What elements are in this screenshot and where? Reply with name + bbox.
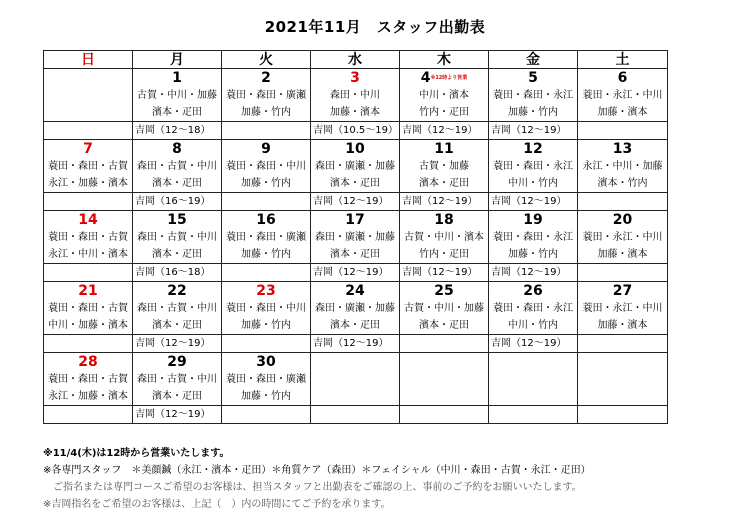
week-1-date-number-row: [44, 69, 668, 88]
day-cell-date-number: [222, 282, 311, 301]
weekday-wed: 水: [311, 51, 400, 69]
day-cell-staff-line-1: [400, 371, 489, 388]
day-cell-staff-line-2: 濱本・疋田: [311, 317, 400, 335]
day-cell-staff-line-1: 森田・廣瀬・加藤: [311, 300, 400, 317]
week-4-staff-line-1-row: [44, 300, 668, 317]
week-5-staff-line-1-row: [44, 371, 668, 388]
day-cell-date-number: [311, 282, 400, 301]
day-cell-date-number: [133, 69, 222, 88]
day-cell-staff-line-2: 濱本・竹内: [578, 175, 668, 193]
day-cell-yoshioka-time: [44, 122, 133, 140]
opening-note: ※12時より営業: [430, 75, 468, 81]
day-cell-staff-line-1: 森田・古賀・中川: [133, 158, 222, 175]
date-number: 4: [420, 70, 431, 86]
day-cell-yoshioka-time: [400, 406, 489, 424]
day-cell-date-number: [44, 211, 133, 230]
day-cell-yoshioka-time: 吉岡（16～18）: [133, 264, 222, 282]
day-cell-staff-line-1: 森田・中川: [311, 87, 400, 104]
day-cell-date-number: [133, 353, 222, 372]
day-cell-staff-line-2: 濱本・疋田: [133, 388, 222, 406]
day-cell-yoshioka-time: [578, 335, 668, 353]
date-number: 8: [172, 141, 182, 157]
date-number: 13: [612, 141, 633, 157]
day-cell-date-number: [400, 69, 489, 88]
day-cell-date-number: [489, 69, 578, 88]
day-cell-yoshioka-time: 吉岡（12～19）: [400, 193, 489, 211]
page-title: 2021年11月 スタッフ出勤表: [264, 18, 486, 36]
day-cell-staff-line-1: 森田・廣瀬・加藤: [311, 158, 400, 175]
day-cell-date-number: [311, 69, 400, 88]
day-cell-date-number: [133, 211, 222, 230]
day-cell-staff-line-1: 永江・中川・加藤: [578, 158, 668, 175]
day-cell-staff-line-2: [311, 388, 400, 406]
day-cell-staff-line-1: 蓑田・永江・中川: [578, 87, 668, 104]
day-cell-date-number: [133, 140, 222, 159]
day-cell-yoshioka-time: 吉岡（10.5～19）: [311, 122, 400, 140]
date-number: 11: [434, 141, 454, 157]
date-number: 3: [350, 70, 360, 86]
day-cell-yoshioka-time: 吉岡（12～19）: [133, 335, 222, 353]
day-cell-staff-line-1: 蓑田・森田・永江: [489, 229, 578, 246]
week-5-date-number-row: [44, 353, 668, 372]
day-cell-staff-line-2: 加藤・濱本: [578, 317, 668, 335]
week-4-staff-line-2-row: [44, 317, 668, 335]
day-cell-staff-line-2: 永江・中川・濱本: [44, 246, 133, 264]
day-cell-staff-line-1: 中川・濱本: [400, 87, 489, 104]
day-cell-date-number: [44, 140, 133, 159]
day-cell-yoshioka-time: [578, 193, 668, 211]
day-cell-yoshioka-time: 吉岡（12～19）: [489, 193, 578, 211]
day-cell-staff-line-2: 竹内・疋田: [400, 246, 489, 264]
date-number: 5: [528, 70, 538, 86]
day-cell-staff-line-1: 蓑田・森田・古賀: [44, 229, 133, 246]
date-number: 26: [523, 283, 543, 299]
weekday-sat: 土: [578, 51, 668, 69]
week-2-date-number-row: [44, 140, 668, 159]
day-cell-yoshioka-time: [44, 264, 133, 282]
day-cell-staff-line-1: 森田・廣瀬・加藤: [311, 229, 400, 246]
day-cell-staff-line-1: 蓑田・森田・古賀: [44, 158, 133, 175]
date-number: 16: [256, 212, 276, 228]
day-cell-yoshioka-time: [400, 335, 489, 353]
day-cell-staff-line-2: 加藤・竹内: [222, 317, 311, 335]
day-cell-yoshioka-time: 吉岡（12～19）: [400, 122, 489, 140]
day-cell-staff-line-1: 森田・古賀・中川: [133, 300, 222, 317]
date-number: 9: [261, 141, 271, 157]
day-cell-yoshioka-time: [578, 264, 668, 282]
date-number: 27: [612, 283, 633, 299]
week-5-yoshioka-time-row: [44, 406, 668, 424]
day-cell-date-number: [311, 211, 400, 230]
note-opening-time: ※11/4(木)は12時から営業いたします。: [43, 448, 230, 459]
note-yoshioka-hours: ※吉岡指名をご希望のお客様は、上記（ ）内の時間にてご予約を承ります。: [43, 499, 391, 510]
day-cell-date-number: [44, 353, 133, 372]
date-number: 29: [167, 354, 187, 370]
day-cell-staff-line-1: 蓑田・森田・古賀: [44, 371, 133, 388]
day-cell-date-number: [311, 353, 400, 372]
date-number: 12: [523, 141, 543, 157]
date-number: 6: [617, 70, 628, 86]
day-cell-staff-line-1: 古賀・加藤: [400, 158, 489, 175]
day-cell-date-number: [44, 69, 133, 88]
day-cell-staff-line-2: 加藤・濱本: [578, 246, 668, 264]
day-cell-staff-line-1: 蓑田・森田・廣瀬: [222, 87, 311, 104]
day-cell-staff-line-2: 加藤・竹内: [222, 246, 311, 264]
date-number: 7: [83, 141, 93, 157]
day-cell-date-number: [133, 282, 222, 301]
day-cell-staff-line-2: [44, 104, 133, 122]
date-number: 25: [434, 283, 454, 299]
day-cell-yoshioka-time: [44, 406, 133, 424]
day-cell-yoshioka-time: 吉岡（12～19）: [133, 406, 222, 424]
day-cell-date-number: [222, 140, 311, 159]
date-number: 14: [78, 212, 98, 228]
weekday-thu: 木: [400, 51, 489, 69]
date-number: 20: [612, 212, 633, 228]
day-cell-date-number: [44, 282, 133, 301]
date-number: 21: [78, 283, 98, 299]
day-cell-yoshioka-time: [311, 406, 400, 424]
note-specialist-staff: ※各専門スタッフ ＊美顔鍼（永江・濱本・疋田）＊角質ケア（森田）＊フェイシャル（中川・森田・古賀・永江・疋田）: [43, 465, 591, 476]
day-cell-date-number: [578, 353, 668, 372]
week-3-staff-line-1-row: [44, 229, 668, 246]
day-cell-yoshioka-time: 吉岡（12～18）: [133, 122, 222, 140]
week-3-date-number-row: [44, 211, 668, 230]
day-cell-yoshioka-time: [222, 406, 311, 424]
day-cell-date-number: [400, 353, 489, 372]
week-2-staff-line-2-row: [44, 175, 668, 193]
day-cell-staff-line-1: 蓑田・森田・廣瀬: [222, 371, 311, 388]
day-cell-yoshioka-time: 吉岡（12～19）: [489, 122, 578, 140]
day-cell-date-number: [400, 211, 489, 230]
day-cell-yoshioka-time: [222, 335, 311, 353]
day-cell-yoshioka-time: 吉岡（12～19）: [489, 335, 578, 353]
day-cell-staff-line-2: 永江・加藤・濱本: [44, 388, 133, 406]
day-cell-staff-line-2: 竹内・疋田: [400, 104, 489, 122]
day-cell-date-number: [400, 140, 489, 159]
day-cell-yoshioka-time: [222, 193, 311, 211]
day-cell-staff-line-2: 加藤・竹内: [489, 246, 578, 264]
day-cell-yoshioka-time: 吉岡（16～19）: [133, 193, 222, 211]
day-cell-date-number: [222, 211, 311, 230]
day-cell-staff-line-2: 濱本・疋田: [133, 317, 222, 335]
day-cell-staff-line-2: 濱本・疋田: [133, 246, 222, 264]
day-cell-staff-line-2: 濱本・疋田: [400, 175, 489, 193]
day-cell-staff-line-1: [578, 371, 668, 388]
day-cell-staff-line-2: 永江・加藤・濱本: [44, 175, 133, 193]
day-cell-staff-line-1: 古賀・中川・加藤: [400, 300, 489, 317]
day-cell-staff-line-2: 加藤・竹内: [222, 175, 311, 193]
weekday-sun: 日: [44, 51, 133, 69]
week-1-yoshioka-time-row: [44, 122, 668, 140]
day-cell-yoshioka-time: [44, 335, 133, 353]
date-number: 19: [523, 212, 543, 228]
day-cell-staff-line-1: 古賀・中川・濱本: [400, 229, 489, 246]
day-cell-staff-line-2: [578, 388, 668, 406]
day-cell-staff-line-2: 加藤・濱本: [578, 104, 668, 122]
day-cell-yoshioka-time: 吉岡（12～19）: [311, 335, 400, 353]
day-cell-date-number: [222, 69, 311, 88]
day-cell-staff-line-1: 蓑田・森田・永江: [489, 300, 578, 317]
day-cell-staff-line-1: 森田・古賀・中川: [133, 371, 222, 388]
day-cell-date-number: [489, 211, 578, 230]
weekday-header-row: [44, 51, 668, 69]
day-cell-date-number: [222, 353, 311, 372]
day-cell-date-number: [489, 282, 578, 301]
day-cell-yoshioka-time: 吉岡（12～19）: [311, 193, 400, 211]
day-cell-staff-line-2: 加藤・竹内: [222, 104, 311, 122]
date-number: 28: [78, 354, 98, 370]
week-1-staff-line-1-row: [44, 87, 668, 104]
week-4-date-number-row: [44, 282, 668, 301]
day-cell-yoshioka-time: [44, 193, 133, 211]
date-number: 22: [167, 283, 187, 299]
day-cell-staff-line-2: 加藤・濱本: [311, 104, 400, 122]
notes: [43, 445, 591, 513]
day-cell-staff-line-2: 加藤・竹内: [489, 104, 578, 122]
day-cell-yoshioka-time: 吉岡（12～19）: [311, 264, 400, 282]
day-cell-date-number: [578, 140, 668, 159]
day-cell-staff-line-2: 中川・竹内: [489, 175, 578, 193]
day-cell-staff-line-2: 濱本・疋田: [400, 317, 489, 335]
day-cell-date-number: [311, 140, 400, 159]
day-cell-staff-line-2: 加藤・竹内: [222, 388, 311, 406]
weekday-mon: 月: [133, 51, 222, 69]
date-number: 2: [261, 70, 271, 86]
date-number: 24: [345, 283, 365, 299]
weekday-fri: 金: [489, 51, 578, 69]
day-cell-staff-line-1: 蓑田・永江・中川: [578, 300, 668, 317]
day-cell-staff-line-2: 濱本・疋田: [311, 246, 400, 264]
day-cell-staff-line-1: 蓑田・永江・中川: [578, 229, 668, 246]
date-number: 23: [256, 283, 276, 299]
week-4-yoshioka-time-row: [44, 335, 668, 353]
day-cell-yoshioka-time: [222, 264, 311, 282]
date-number: 15: [167, 212, 187, 228]
day-cell-staff-line-2: [400, 388, 489, 406]
day-cell-yoshioka-time: [578, 122, 668, 140]
day-cell-staff-line-1: [311, 371, 400, 388]
day-cell-staff-line-1: 蓑田・森田・中川: [222, 300, 311, 317]
day-cell-staff-line-2: 濱本・疋田: [311, 175, 400, 193]
day-cell-staff-line-1: 蓑田・森田・古賀: [44, 300, 133, 317]
week-2-yoshioka-time-row: [44, 193, 668, 211]
day-cell-staff-line-2: 濱本・疋田: [133, 104, 222, 122]
date-number: 1: [172, 70, 182, 86]
week-2-staff-line-1-row: [44, 158, 668, 175]
day-cell-date-number: [489, 353, 578, 372]
day-cell-staff-line-1: 森田・古賀・中川: [133, 229, 222, 246]
day-cell-date-number: [578, 282, 668, 301]
date-number: 30: [256, 354, 276, 370]
day-cell-staff-line-1: 蓑田・森田・永江: [489, 87, 578, 104]
day-cell-yoshioka-time: 吉岡（12～19）: [489, 264, 578, 282]
day-cell-date-number: [489, 140, 578, 159]
week-3-yoshioka-time-row: [44, 264, 668, 282]
weekday-tue: 火: [222, 51, 311, 69]
day-cell-staff-line-1: 蓑田・森田・廣瀬: [222, 229, 311, 246]
date-number: 10: [345, 141, 365, 157]
day-cell-staff-line-1: 蓑田・森田・中川: [222, 158, 311, 175]
day-cell-date-number: [578, 211, 668, 230]
day-cell-staff-line-2: [489, 388, 578, 406]
week-5-staff-line-2-row: [44, 388, 668, 406]
day-cell-date-number: [400, 282, 489, 301]
day-cell-yoshioka-time: [578, 406, 668, 424]
day-cell-staff-line-2: 濱本・疋田: [133, 175, 222, 193]
day-cell-date-number: [578, 69, 668, 88]
day-cell-staff-line-1: 蓑田・森田・永江: [489, 158, 578, 175]
day-cell-staff-line-2: 中川・竹内: [489, 317, 578, 335]
day-cell-yoshioka-time: [222, 122, 311, 140]
day-cell-yoshioka-time: 吉岡（12～19）: [400, 264, 489, 282]
day-cell-yoshioka-time: [489, 406, 578, 424]
note-reservation-request: ご指名または専門コースご希望のお客様は、担当スタッフと出勤表をご確認の上、事前のご予約をお願いいたします。: [43, 482, 582, 493]
day-cell-staff-line-1: [489, 371, 578, 388]
day-cell-staff-line-1: [44, 87, 133, 104]
date-number: 17: [345, 212, 365, 228]
week-3-staff-line-2-row: [44, 246, 668, 264]
week-1-staff-line-2-row: [44, 104, 668, 122]
day-cell-staff-line-1: 古賀・中川・加藤: [133, 87, 222, 104]
date-number: 18: [434, 212, 454, 228]
day-cell-staff-line-2: 中川・加藤・濱本: [44, 317, 133, 335]
staff-schedule-table: [43, 50, 668, 424]
